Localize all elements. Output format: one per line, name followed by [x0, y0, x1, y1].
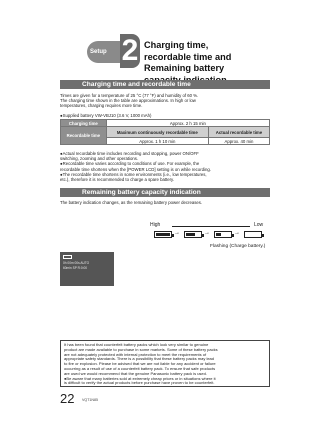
lcd-row-1: 0h 00m 00s AUTO — [63, 261, 90, 265]
supplied-battery: ●Supplied battery VW-VBJ10 (3.6 V, 1000 mAh) — [60, 113, 152, 118]
recordable-time-header: Recordable time — [61, 127, 107, 145]
step-number: 2 — [121, 34, 139, 67]
intro-line-3: temperatures, charging requires more time. — [60, 103, 143, 109]
lcd-row-2: 60min SP R:0:00 — [63, 266, 88, 270]
arrow-right-icon: → — [234, 230, 240, 236]
note-line: recordable time shortens when the [POWER LCD] setting is on while recording. — [60, 166, 211, 172]
double-arrow-icon — [172, 226, 250, 227]
battery-fill — [186, 233, 195, 236]
caution-line: are used we would recommend that the genuine Panasonic battery pack is used. — [64, 370, 207, 376]
battery-level-icon — [154, 231, 172, 238]
battery-level-icon — [244, 231, 262, 238]
caution-line: occurring as a result of use of a counterfeit battery pack. To ensure that safe products — [64, 365, 216, 371]
lcd-screen-image — [60, 252, 114, 286]
charging-time-table — [60, 119, 270, 145]
caution-line: appropriate safety standards. There is a possibility that these battery packs may lead — [64, 356, 215, 362]
caution-line: product are made available to purchase in some markets. Some of these battery packs — [64, 346, 218, 352]
setup-badge: Setup — [87, 41, 121, 63]
note-line: ●Actual recordable time includes recording and stopping, power ON/OFF — [60, 151, 199, 156]
page-title — [140, 36, 252, 73]
caution-line: to fire or explosion. Please be advised that we are not liable for any accident or failure — [64, 361, 216, 367]
charging-time-header: Charging time — [61, 120, 107, 127]
intro-paragraph — [60, 93, 270, 109]
battery-tip — [262, 234, 264, 237]
intro-line-2: The charging time shown in the table are approximations. In high or low — [60, 98, 196, 104]
arrow-right-icon: → — [174, 230, 180, 236]
section-heading-battery: Remaining battery capacity indication — [60, 188, 270, 197]
recordable-notes — [60, 151, 270, 182]
max-continuous-value: Approx. 1 h 10 min — [106, 138, 208, 145]
caution-line: is difficult to verify the actual products before purchase have proven to be counterfeit. — [64, 380, 215, 386]
note-line: switching, zooming and other operations. — [60, 156, 139, 162]
title-line-2: Remaining battery — [144, 63, 225, 73]
charging-time-value: Approx. 2 h 15 min — [106, 120, 269, 127]
caution-line: It has been found that counterfeit battery packs which look very similar to genuine — [64, 342, 209, 347]
battery-fill — [156, 233, 170, 236]
caution-line: ●Be aware that many batteries sold at extremely cheap prices or in situations where it — [64, 375, 216, 381]
battery-level-icon — [214, 231, 232, 238]
battery-indicator-diagram — [150, 222, 274, 254]
low-label: Low — [254, 222, 264, 228]
table-row — [61, 127, 270, 138]
section-heading-charging: Charging time and recordable time — [60, 80, 270, 89]
max-continuous-header: Maximum continuously recordable time — [106, 127, 208, 138]
counterfeit-caution-box — [60, 340, 270, 387]
table-row — [61, 120, 270, 127]
arrow-right-icon: → — [204, 230, 210, 236]
page-number: 22 — [60, 391, 75, 406]
flashing-label: Flashing (Charge battery.) — [210, 244, 266, 249]
intro-line-1: Times are given for a temperature of 25 °C (77 °F) and humidity of 60 %. — [60, 93, 199, 98]
page-code: VQT1N85 — [82, 398, 98, 402]
note-line: etc.), therefore it is recommended to charge a spare battery. — [60, 177, 175, 183]
battery-description: The battery indication changes, as the remaining battery power decreases. — [60, 200, 203, 205]
high-label: High — [150, 222, 161, 228]
caution-line: are not adequately protected with internal protection to meet the requirements of — [64, 351, 207, 357]
note-line: ●The recordable time shortens in some environments (i.e., low temperatures, — [60, 171, 207, 177]
battery-icon — [63, 255, 72, 259]
battery-fill — [216, 233, 221, 236]
battery-level-icon — [184, 231, 202, 238]
title-line-1: Charging time, recordable time and — [144, 40, 232, 62]
actual-recordable-header: Actual recordable time — [208, 127, 269, 138]
note-line: ●Recordable time varies according to conditions of use. For example, the — [60, 161, 200, 167]
actual-recordable-value: Approx. 40 min — [208, 138, 269, 145]
